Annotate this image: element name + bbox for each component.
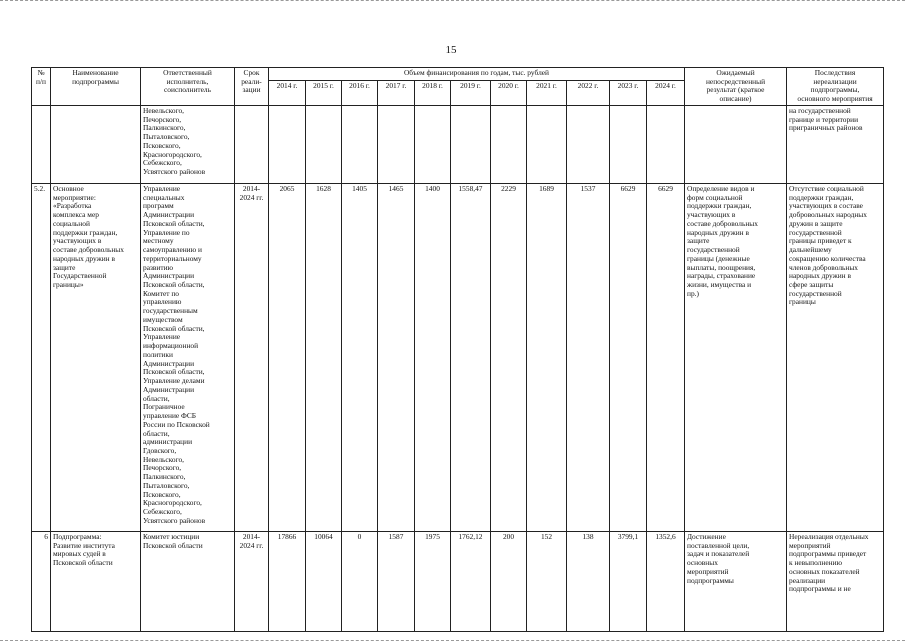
row-value: 1762,12 <box>451 531 491 631</box>
row-value: 6629 <box>610 183 647 531</box>
row-value <box>647 105 685 183</box>
header-year: 2018 г. <box>415 80 451 105</box>
row-value: 1352,6 <box>647 531 685 631</box>
row-value <box>306 105 342 183</box>
row-value: 2229 <box>491 183 527 531</box>
header-term: Срок реали- зации <box>235 68 269 106</box>
row-value: 138 <box>567 531 610 631</box>
row-responsible: Комитет юстиции Псковской области <box>141 531 235 631</box>
row-value: 1405 <box>342 183 378 531</box>
header-year: 2024 г. <box>647 80 685 105</box>
row-value: 3799,1 <box>610 531 647 631</box>
row-value: 1558,47 <box>451 183 491 531</box>
row-value: 10064 <box>306 531 342 631</box>
row-value: 1587 <box>378 531 415 631</box>
row-name <box>51 105 141 183</box>
header-year: 2014 г. <box>269 80 306 105</box>
row-value: 1975 <box>415 531 451 631</box>
row-value <box>491 105 527 183</box>
header-year: 2023 г. <box>610 80 647 105</box>
row-num <box>32 105 51 183</box>
header-year: 2022 г. <box>567 80 610 105</box>
table-row <box>32 531 884 631</box>
row-name: Основное мероприятие: «Разработка комплекса мер социальной поддержки граждан, участвующих в составе добровольных народных дружин в защите Государственной границы» <box>51 183 141 531</box>
header-funding: Объем финансирования по годам, тыс. рублей <box>269 68 685 81</box>
row-value: 1537 <box>567 183 610 531</box>
row-value: 17866 <box>269 531 306 631</box>
header-year: 2017 г. <box>378 80 415 105</box>
header-consequences: Последствия нереализации подпрограммы, основного мероприятия <box>787 68 884 106</box>
row-value <box>415 105 451 183</box>
row-value <box>378 105 415 183</box>
table-row <box>32 105 884 183</box>
row-term <box>235 105 269 183</box>
row-term: 2014- 2024 гг. <box>235 183 269 531</box>
row-value: 2065 <box>269 183 306 531</box>
row-value <box>451 105 491 183</box>
row-value: 1689 <box>527 183 567 531</box>
row-consequences: Отсутствие социальной поддержки граждан, участвующих в составе добровольных народных дружин в защите государственной границы приведет к дальнейшему сокращению количества членов добровольных народных дружин в сфере защиты государственной границы <box>787 183 884 531</box>
row-value: 0 <box>342 531 378 631</box>
table-row <box>32 183 884 531</box>
row-value <box>567 105 610 183</box>
header-year: 2016 г. <box>342 80 378 105</box>
row-consequences: на государственной границе и территории приграничных районов <box>787 105 884 183</box>
row-value: 1628 <box>306 183 342 531</box>
header-year: 2015 г. <box>306 80 342 105</box>
header-year: 2021 г. <box>527 80 567 105</box>
row-num: 6 <box>32 531 51 631</box>
row-value: 200 <box>491 531 527 631</box>
row-responsible: Управление специальных программ Администрации Псковской области, Управление по местному самоуправлению и территориальному развитию Администрации Псковской области, Комитет по управлению государственным имуществом Псковской области, Управление информационной политики Администрации Псковской области, Управление делами Администрации области, Пограничное управление ФСБ России по Псковской области, администрации Гдовского, Невельского, Печорского, Палкинского, Пыталовского, Псковского, Красногородского, Себежского, Усвятского районов <box>141 183 235 531</box>
header-year: 2019 г. <box>451 80 491 105</box>
header-name: Наименование подпрограммы <box>51 68 141 106</box>
page-number: 15 <box>445 44 457 56</box>
scan-edge-top <box>0 0 905 6</box>
row-value: 1465 <box>378 183 415 531</box>
row-num: 5.2. <box>32 183 51 531</box>
row-value <box>527 105 567 183</box>
row-value <box>269 105 306 183</box>
row-value <box>342 105 378 183</box>
header-result: Ожидаемый непосредственный результат (краткое описание) <box>685 68 787 106</box>
row-result <box>685 105 787 183</box>
row-value: 6629 <box>647 183 685 531</box>
row-value: 152 <box>527 531 567 631</box>
program-table <box>31 67 884 632</box>
row-result: Достижение поставленной цели, задач и показателей основных мероприятий подпрограммы <box>685 531 787 631</box>
header-num: № п/п <box>32 68 51 106</box>
row-value <box>610 105 647 183</box>
row-result: Определение видов и форм социальной поддержки граждан, участвующих в составе добровольных народных дружин в защите государственной границы (денежные выплаты, поощрения, награды, страхование жизни, имущества и пр.) <box>685 183 787 531</box>
header-responsible: Ответственный исполнитель, соисполнитель <box>141 68 235 106</box>
row-value: 1400 <box>415 183 451 531</box>
row-consequences: Нереализация отдельных мероприятий подпрограммы приведет к невыполнению основных показателей реализации подпрограммы и не <box>787 531 884 631</box>
row-responsible: Невельского, Печорского, Палкинского, Пыталовского, Псковского, Красногородского, Себежского, Усвятского районов <box>141 105 235 183</box>
row-name: Подпрограмма: Развитие института мировых судей в Псковской области <box>51 531 141 631</box>
row-term: 2014- 2024 гг. <box>235 531 269 631</box>
header-row <box>32 68 884 81</box>
header-year: 2020 г. <box>491 80 527 105</box>
